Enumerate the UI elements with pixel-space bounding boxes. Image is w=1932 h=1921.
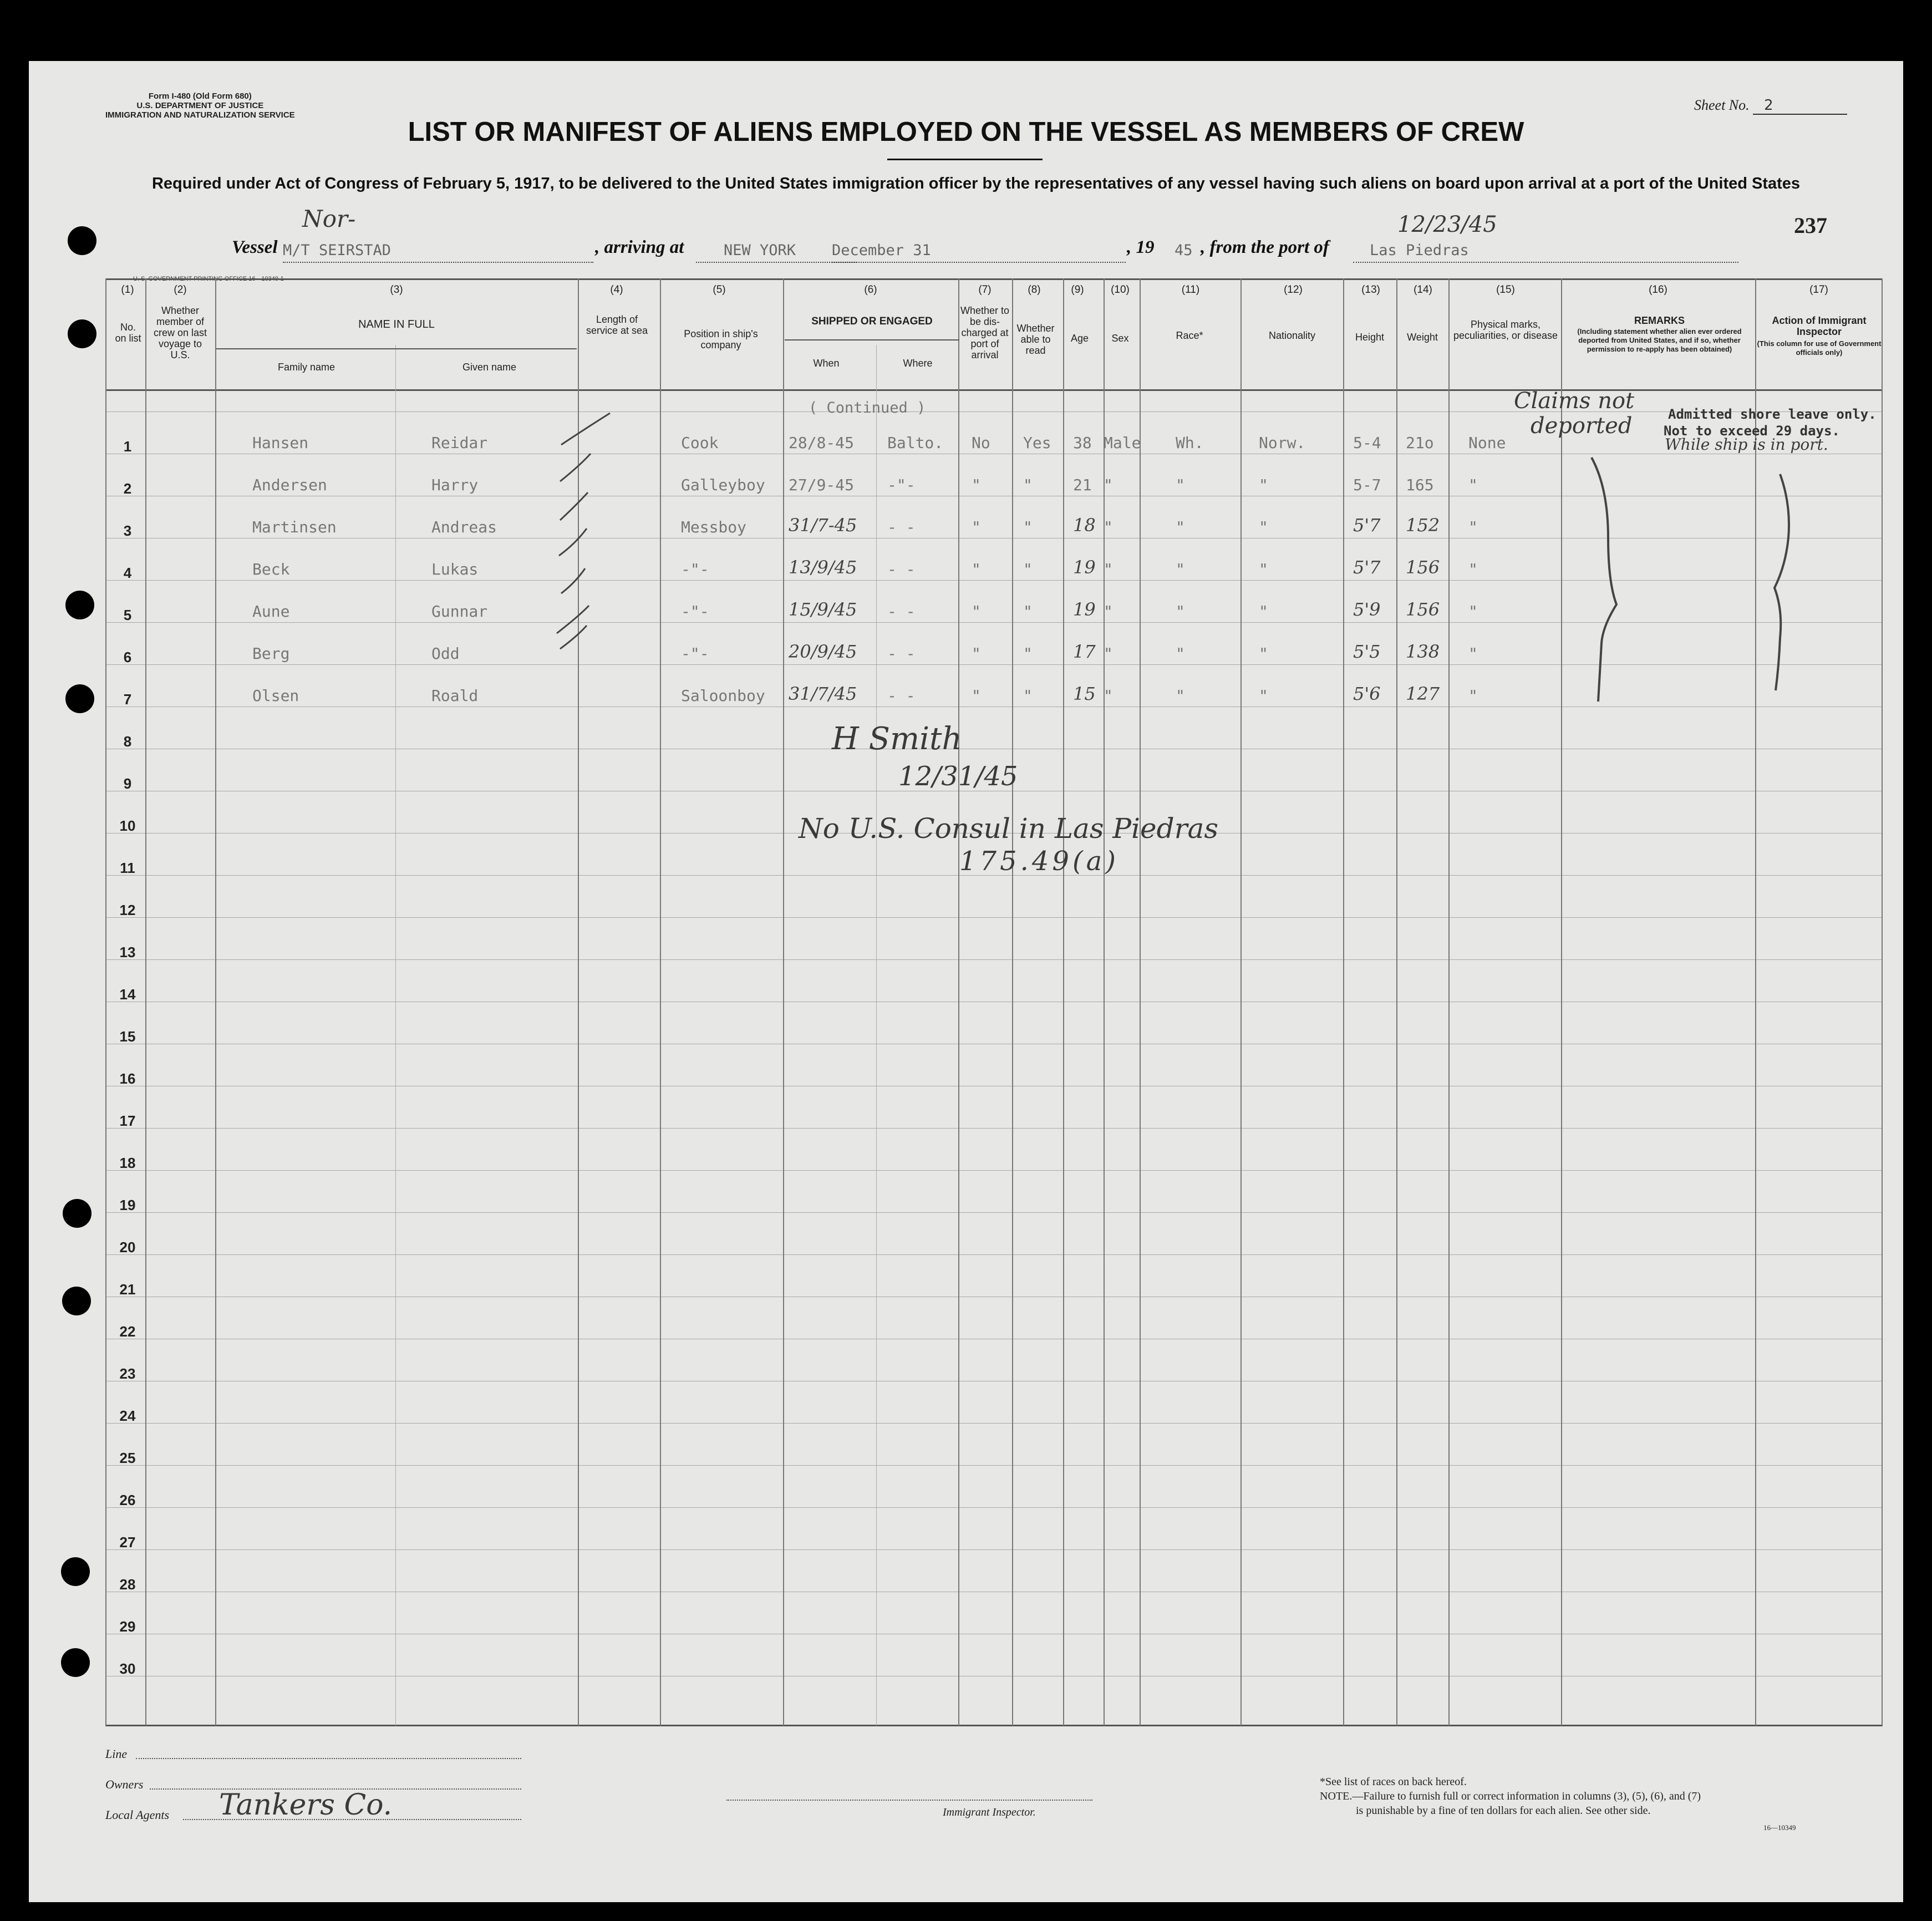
race-cell: "	[1176, 518, 1185, 536]
printing-office-note: U. S. GOVERNMENT PRINTING OFFICE 16—10349-1	[133, 276, 284, 282]
col-head-weight: Weight	[1407, 332, 1438, 343]
position-cell: -"-	[681, 560, 709, 578]
col-head-name-in-full: NAME IN FULL	[358, 318, 435, 331]
vessel-name-field: M/T SEIRSTAD	[283, 242, 593, 263]
continued-label: ( Continued )	[809, 399, 926, 416]
discharged-cell: "	[972, 602, 981, 621]
row-number: 23	[119, 1365, 136, 1382]
race-cell: "	[1176, 476, 1185, 494]
age-cell: 15	[1073, 683, 1096, 704]
shipped-when-cell: 27/9-45	[789, 476, 855, 494]
physical-marks-cell: "	[1468, 476, 1478, 494]
row-number: 2	[123, 480, 132, 497]
immigrant-inspector-label: Immigrant Inspector.	[943, 1806, 1036, 1818]
shipped-when-cell: 31/7-45	[789, 515, 857, 536]
height-cell: 5'7	[1353, 557, 1381, 578]
col-head-position: Position in ship's company	[684, 328, 758, 350]
row-number: 18	[119, 1155, 136, 1171]
row-number: 11	[120, 860, 135, 876]
year-prefix: , 19	[1127, 237, 1155, 257]
discharged-cell: No	[972, 434, 990, 452]
shipped-where-cell: - -	[887, 518, 916, 536]
shipped-where-cell: -"-	[887, 476, 916, 494]
year-field: 45	[1175, 242, 1193, 259]
given-name-cell: Andreas	[431, 518, 497, 536]
family-name-cell: Beck	[252, 560, 290, 578]
row-number: 12	[119, 902, 136, 918]
column-number: (8)	[1028, 284, 1041, 296]
from-date-handwritten: 12/23/45	[1397, 212, 1497, 237]
shipped-when-cell: 13/9/45	[789, 557, 857, 578]
col-head-last-voyage: Whether member of crew on last voyage to U.S.	[153, 305, 207, 360]
arriving-port-field: NEW YORK	[696, 242, 857, 263]
column-number: (7)	[978, 284, 992, 296]
given-name-cell: Gunnar	[431, 602, 488, 621]
arriving-label: , arriving at	[595, 237, 684, 257]
shipped-when-cell: 28/8-45	[789, 434, 855, 452]
column-number: (6)	[864, 284, 877, 296]
column-number: (17)	[1809, 284, 1828, 296]
shipped-where-cell: Balto.	[887, 434, 944, 452]
sex-cell: "	[1104, 560, 1113, 578]
col-head-race: Race*	[1176, 330, 1203, 341]
column-number: (12)	[1284, 284, 1303, 296]
race-cell: "	[1176, 602, 1185, 621]
nationality-cell: Norw.	[1259, 434, 1306, 452]
sex-cell: "	[1104, 644, 1113, 663]
weight-cell: 138	[1406, 641, 1440, 662]
row-number: 8	[123, 733, 132, 750]
inspector-date: 12/31/45	[898, 761, 1018, 792]
remarks-handwritten-1: Claims not	[1514, 388, 1635, 414]
shipped-when-cell: 15/9/45	[789, 599, 857, 620]
row-number: 4	[123, 565, 132, 581]
height-cell: 5-4	[1353, 434, 1381, 452]
position-cell: Cook	[681, 434, 719, 452]
column-number: (14)	[1414, 284, 1432, 296]
discharged-cell: "	[972, 687, 981, 705]
weight-cell: 127	[1406, 683, 1440, 704]
nationality-cell: "	[1259, 644, 1268, 663]
age-cell: 38	[1073, 434, 1092, 452]
nationality-cell: "	[1259, 687, 1268, 705]
able-to-read-cell: Yes	[1023, 434, 1051, 452]
punch-hole	[62, 1287, 91, 1315]
col-head-shipped: SHIPPED OR ENGAGED	[811, 316, 933, 327]
column-number: (4)	[610, 284, 623, 296]
row-number: 13	[119, 944, 136, 961]
row-number: 7	[123, 691, 132, 708]
punch-hole	[61, 1648, 90, 1677]
sex-cell: "	[1104, 476, 1113, 494]
row-number: 5	[123, 607, 132, 623]
row-number: 3	[123, 522, 132, 539]
height-cell: 5'6	[1353, 683, 1381, 704]
vessel-handwritten-note: Nor-	[302, 205, 356, 232]
punch-hole	[65, 591, 94, 619]
fine-note: NOTE.—Failure to furnish full or correct information in columns (3), (5), (6), and (7)	[1320, 1790, 1701, 1802]
weight-cell: 165	[1406, 476, 1434, 494]
col-head-no: No. on list	[115, 322, 141, 344]
from-port-field: Las Piedras	[1353, 242, 1738, 263]
row-number: 20	[119, 1239, 136, 1256]
nationality-cell: "	[1259, 518, 1268, 536]
position-cell: Messboy	[681, 518, 747, 536]
col-head-action: Action of Immigrant Inspector	[1772, 315, 1867, 337]
local-agents-value: Tankers Co.	[219, 1788, 393, 1822]
col-head-remarks: REMARKS	[1634, 315, 1685, 326]
family-name-cell: Berg	[252, 644, 290, 663]
races-note: *See list of races on back hereof.	[1320, 1776, 1467, 1788]
col-head-age: Age	[1070, 333, 1089, 344]
height-cell: 5'9	[1353, 599, 1381, 620]
position-cell: Galleyboy	[681, 476, 765, 494]
owners-label: Owners	[105, 1777, 144, 1791]
row-number: 26	[119, 1492, 136, 1508]
action-typed-2: Not to exceed 29 days.	[1664, 423, 1840, 439]
row-number: 17	[119, 1112, 136, 1129]
age-cell: 19	[1073, 557, 1096, 578]
row-number: 27	[119, 1534, 136, 1551]
fine-note-continued: is punishable by a fine of ten dollars for each alien. See other side.	[1356, 1805, 1651, 1817]
height-cell: 5'5	[1353, 641, 1381, 662]
nationality-cell: "	[1259, 560, 1268, 578]
given-name-cell: Roald	[431, 687, 479, 705]
shipped-where-cell: - -	[887, 687, 916, 705]
from-port-label: , from the port of	[1201, 237, 1329, 257]
weight-cell: 152	[1406, 515, 1440, 536]
row-number: 16	[119, 1070, 136, 1087]
physical-marks-cell: "	[1468, 518, 1478, 536]
family-name-cell: Martinsen	[252, 518, 337, 536]
physical-marks-cell: "	[1468, 602, 1478, 621]
discharged-cell: "	[972, 560, 981, 578]
age-cell: 17	[1073, 641, 1096, 662]
shipped-where-cell: - -	[887, 560, 916, 578]
sheet-number: Sheet No. 2	[1694, 97, 1847, 115]
line-label: Line	[105, 1747, 128, 1761]
consul-note: No U.S. Consul in Las Piedras	[799, 812, 1219, 845]
row-number: 30	[119, 1660, 136, 1677]
form-code: 16—10349	[1763, 1823, 1796, 1832]
given-name-cell: Odd	[431, 644, 460, 663]
column-number: (16)	[1649, 284, 1667, 296]
position-cell: -"-	[681, 644, 709, 663]
physical-marks-cell: None	[1468, 434, 1506, 452]
race-cell: "	[1176, 560, 1185, 578]
column-number: (2)	[174, 284, 187, 296]
height-cell: 5'7	[1353, 515, 1381, 536]
nationality-cell: "	[1259, 476, 1268, 494]
action-typed-1: Admitted shore leave only.	[1668, 406, 1877, 422]
row-number: 21	[119, 1281, 136, 1298]
row-number: 1	[123, 438, 132, 455]
punch-hole	[63, 1199, 91, 1228]
row-number: 28	[119, 1576, 136, 1593]
age-cell: 19	[1073, 599, 1096, 620]
sex-cell: "	[1104, 602, 1113, 621]
shipped-where-cell: - -	[887, 644, 916, 663]
column-number: (10)	[1111, 284, 1130, 296]
col-head-able-read: Whether able to read	[1016, 323, 1055, 356]
punch-hole	[68, 226, 96, 255]
col-head-action-note: (This column for use of Government officials only)	[1757, 339, 1882, 357]
row-number: 25	[119, 1450, 136, 1466]
stamp-number: 237	[1794, 213, 1827, 238]
physical-marks-cell: "	[1468, 644, 1478, 663]
column-number: (1)	[121, 284, 134, 296]
action-ditto-bracket	[1763, 471, 1808, 693]
col-head-physical: Physical marks, peculiarities, or disease	[1453, 319, 1558, 341]
row-number: 24	[119, 1407, 136, 1424]
local-agents-label: Local Agents	[105, 1808, 170, 1822]
form-identifier: Form I-480 (Old Form 680) U.S. DEPARTMENT OF JUSTICE IMMIGRATION AND NATURALIZATION SERVICE	[105, 92, 295, 120]
race-cell: Wh.	[1176, 434, 1204, 452]
row-number: 22	[119, 1323, 136, 1340]
nationality-cell: "	[1259, 602, 1268, 621]
family-name-cell: Andersen	[252, 476, 327, 494]
family-name-cell: Aune	[252, 602, 290, 621]
able-to-read-cell: "	[1023, 644, 1033, 663]
col-head-remarks-note: (Including statement whether alien ever ordered deported from United States, and if so, whether permission to re-apply has been obtained)	[1577, 327, 1742, 353]
action-handwritten: While ship is in port.	[1665, 435, 1828, 454]
height-cell: 5-7	[1353, 476, 1381, 494]
vessel-label: Vessel	[232, 237, 278, 257]
row-number: 15	[119, 1028, 136, 1045]
col-head-sex: Sex	[1111, 333, 1129, 344]
position-cell: Saloonboy	[681, 687, 765, 705]
shipped-when-cell: 31/7/45	[789, 683, 857, 704]
remarks-handwritten-2: deported	[1531, 413, 1633, 439]
page-subtitle: Required under Act of Congress of February 5, 1917, to be delivered to the United States immigration officer by the representatives of any vessel having such aliens on board upon arrival at a port of the United States	[151, 175, 1801, 192]
given-name-cell: Lukas	[431, 560, 479, 578]
row-number: 10	[119, 817, 136, 834]
col-head-nationality: Nationality	[1268, 330, 1316, 341]
race-cell: "	[1176, 644, 1185, 663]
column-number: (9)	[1071, 284, 1084, 296]
punch-hole	[68, 319, 96, 348]
col-head-length-service: Length of service at sea	[586, 314, 648, 336]
column-number: (3)	[390, 284, 403, 296]
line-field	[136, 1758, 521, 1759]
col-head-when: When	[813, 358, 840, 369]
weight-cell: 156	[1406, 557, 1440, 578]
row-number: 14	[119, 986, 136, 1003]
column-number: (5)	[713, 284, 726, 296]
row-number: 9	[123, 775, 132, 792]
col-head-given-name: Given name	[462, 362, 517, 373]
shipped-when-cell: 20/9/45	[789, 641, 857, 662]
weight-cell: 21o	[1406, 434, 1434, 452]
race-cell: "	[1176, 687, 1185, 705]
regulation-reference: 175.49(a)	[959, 846, 1120, 877]
column-number: (11)	[1181, 284, 1200, 296]
col-head-where: Where	[903, 358, 933, 369]
physical-marks-cell: "	[1468, 560, 1478, 578]
family-name-cell: Olsen	[252, 687, 299, 705]
sex-cell: "	[1104, 687, 1113, 705]
age-cell: 18	[1073, 515, 1096, 536]
row-number: 29	[119, 1618, 136, 1635]
punch-hole	[65, 684, 94, 713]
column-number: (15)	[1496, 284, 1515, 296]
column-number: (13)	[1361, 284, 1380, 296]
shipped-where-cell: - -	[887, 602, 916, 621]
arrival-date-field: December 31	[832, 242, 1126, 263]
able-to-read-cell: "	[1023, 518, 1033, 536]
weight-cell: 156	[1406, 599, 1440, 620]
col-head-discharged: Whether to be dis-charged at port of arrival	[960, 305, 1010, 360]
discharged-cell: "	[972, 518, 981, 536]
given-name-cell: Reidar	[431, 434, 488, 452]
able-to-read-cell: "	[1023, 560, 1033, 578]
inspector-signature: H Smith	[832, 721, 962, 757]
sex-cell: "	[1104, 518, 1113, 536]
shipped-header-rule	[785, 339, 959, 341]
title-underline	[887, 159, 1043, 160]
punch-hole	[61, 1557, 90, 1586]
family-name-cell: Hansen	[252, 434, 309, 452]
col-head-family-name: Family name	[277, 362, 335, 373]
remarks-ditto-bracket	[1586, 455, 1630, 704]
given-name-cell: Harry	[431, 476, 479, 494]
able-to-read-cell: "	[1023, 687, 1033, 705]
col-head-height: Height	[1355, 332, 1385, 343]
page-title: LIST OR MANIFEST OF ALIENS EMPLOYED ON THE VESSEL AS MEMBERS OF CREW	[408, 117, 1524, 147]
row-number: 19	[119, 1197, 136, 1213]
name-header-rule	[216, 348, 577, 349]
service-checkmarks	[555, 410, 627, 654]
position-cell: -"-	[681, 602, 709, 621]
inspector-signature-line	[726, 1800, 1092, 1801]
row-number: 6	[123, 649, 132, 665]
sex-cell: Male	[1104, 434, 1141, 452]
discharged-cell: "	[972, 476, 981, 494]
age-cell: 21	[1073, 476, 1092, 494]
discharged-cell: "	[972, 644, 981, 663]
able-to-read-cell: "	[1023, 476, 1033, 494]
able-to-read-cell: "	[1023, 602, 1033, 621]
physical-marks-cell: "	[1468, 687, 1478, 705]
